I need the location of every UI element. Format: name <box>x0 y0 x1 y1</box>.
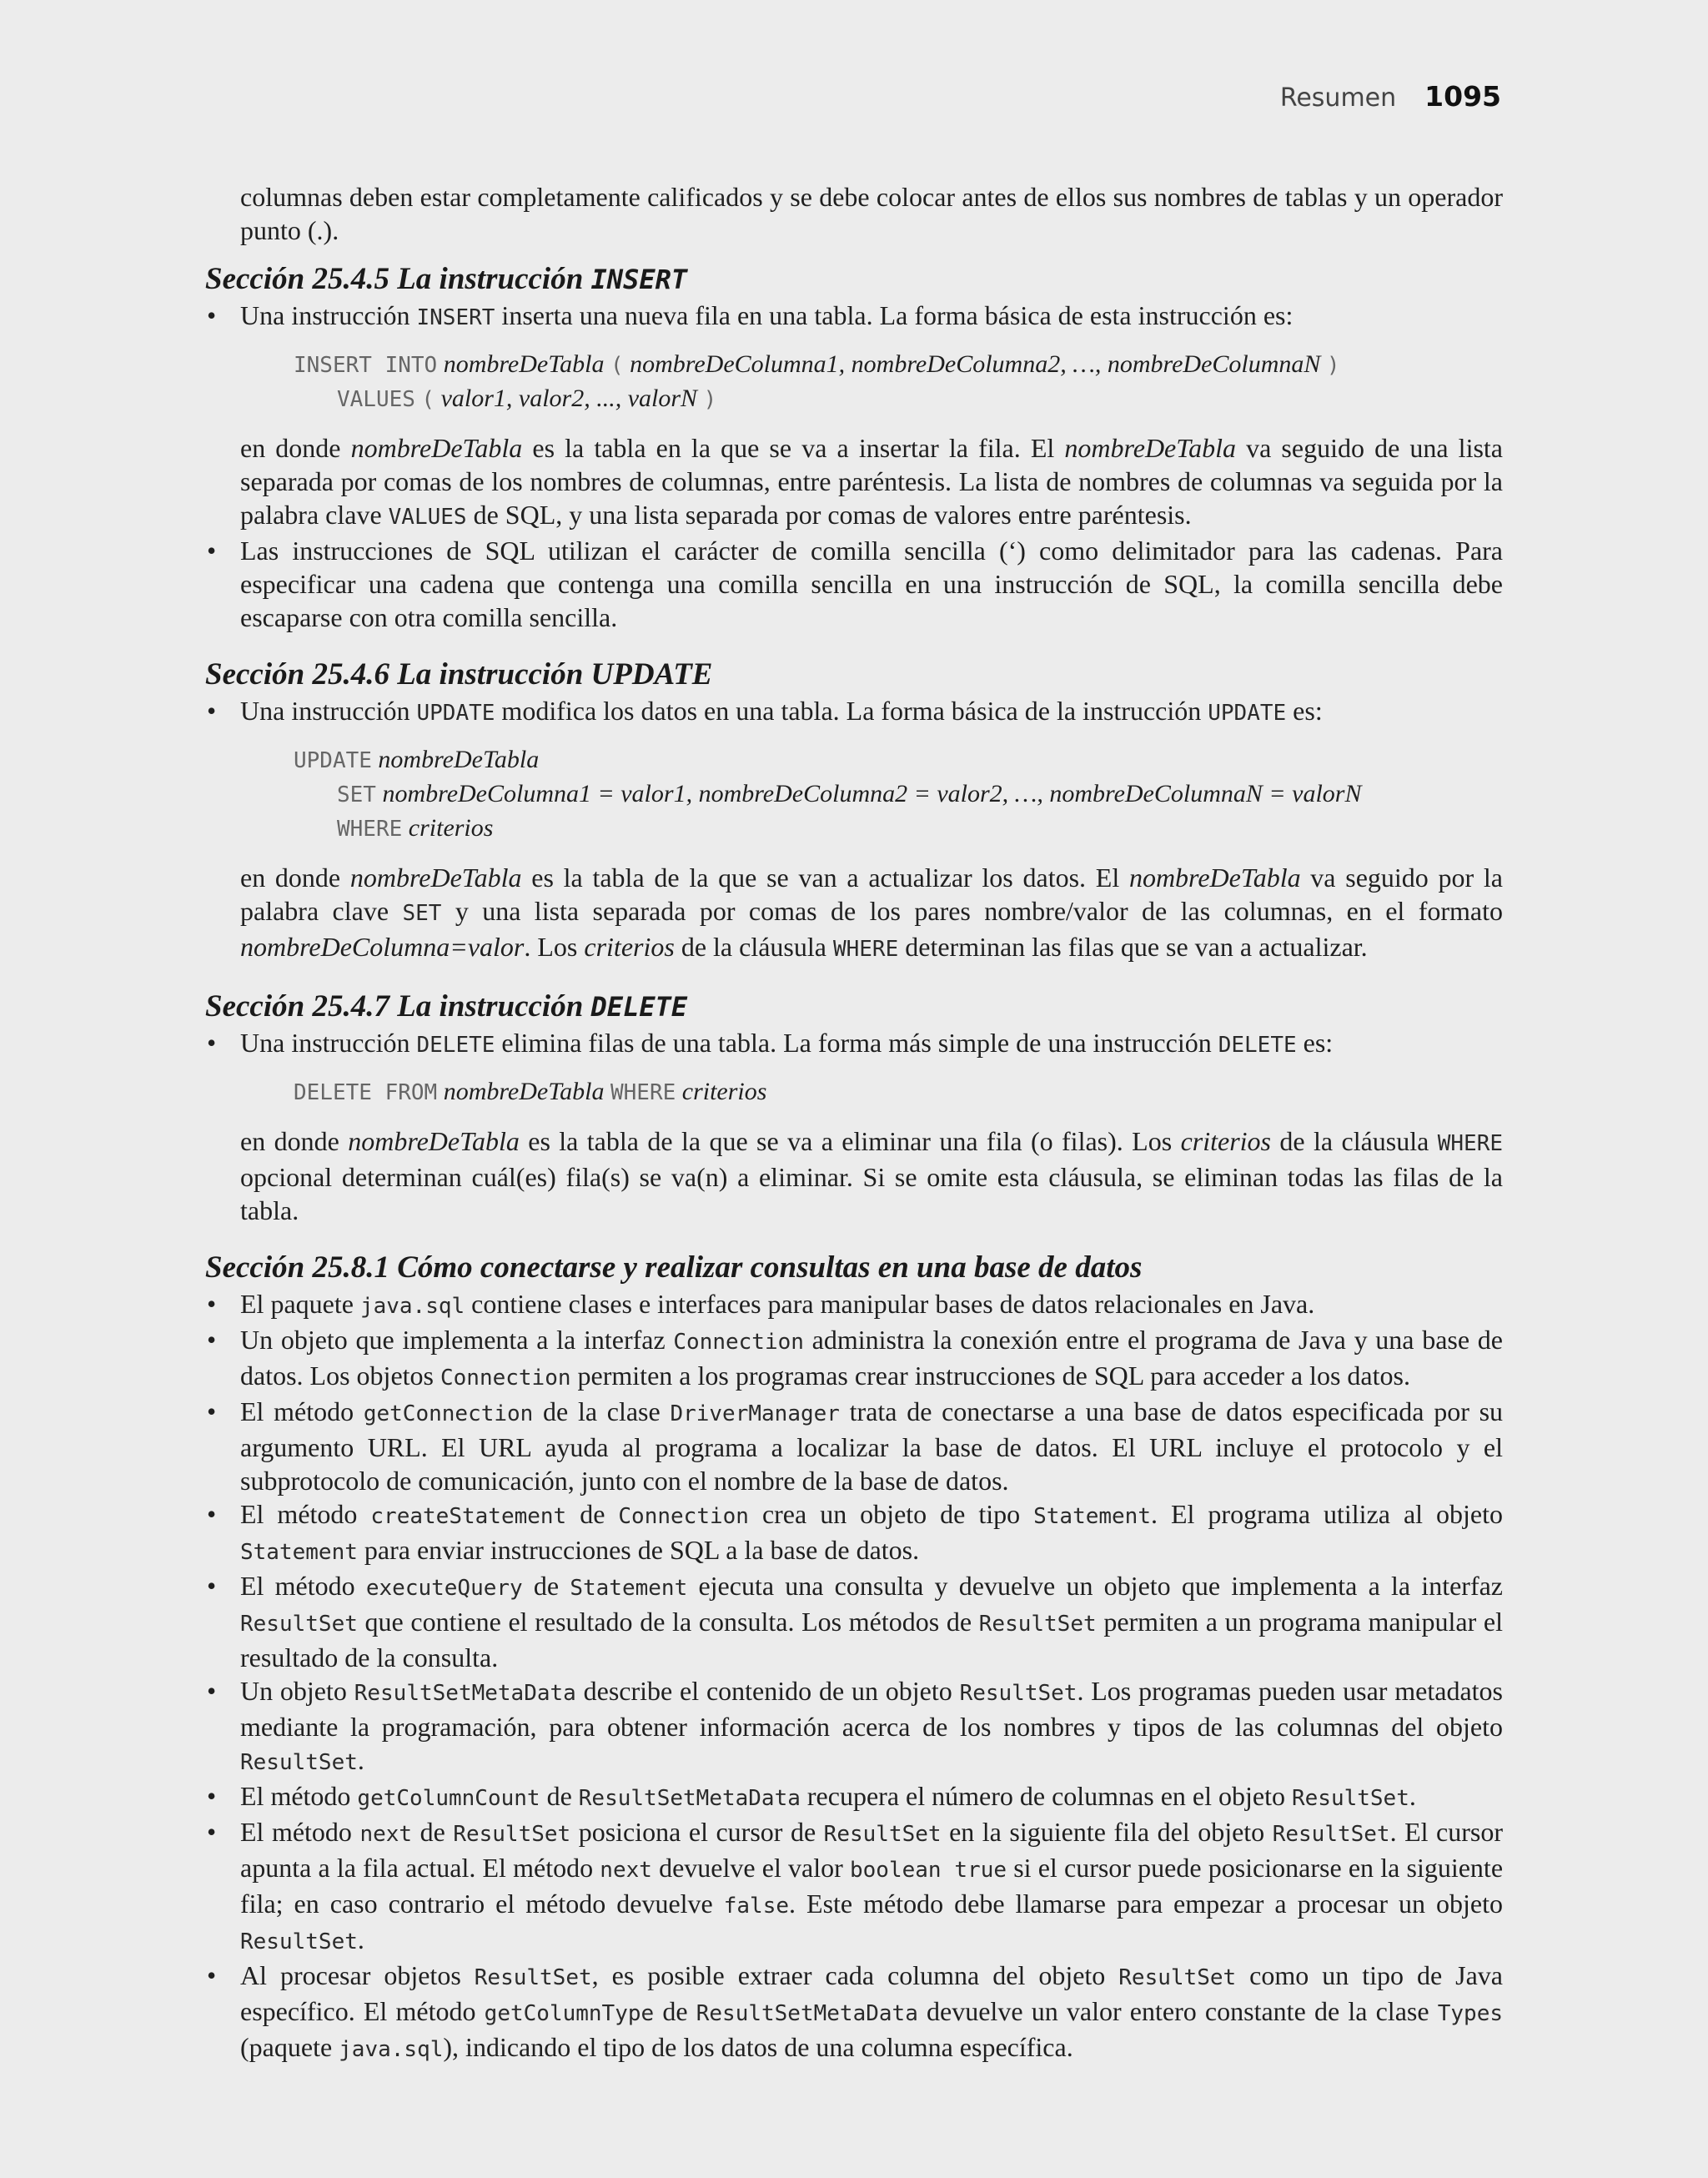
code-update: UPDATE nombreDeTabla SET nombreDeColumna1 = valor1, nombreDeColumna2 = valor2, …, nombreDeColumnaN = valorN WHERE criterios <box>294 746 1362 842</box>
list-item: • Las instrucciones de SQL utilizan el carácter de comilla sencilla (‘) como delimitador para las cadenas. Para especificar una cadena que contenga una comilla sencilla en una instrucción de SQL, la comilla sencilla debe escaparse con otra comilla sencilla. <box>205 534 1503 634</box>
header-section: Resumen <box>1279 83 1397 113</box>
list-item: • El método createStatement de Connection crea un objeto de tipo Statement. El programa utiliza al objeto Statement para enviar instrucciones de SQL a la base de datos. <box>205 1497 1503 1569</box>
update-explanation: en donde nombreDeTabla es la tabla de la que se van a actualizar los datos. El nombreDeTabla va seguido por la palabra clave SET y una lista separada por comas de los pares nombre/valor de las columnas, en el formato nombreDeColumna=valor. Los criterios de la cláusula WHERE determinan las filas que se van a actualizar. <box>240 863 1504 962</box>
list-item: • Una instrucción INSERT inserta una nueva fila en una tabla. La forma básica de esta instrucción es: <box>205 299 1503 334</box>
list-item: • Una instrucción DELETE elimina filas de una tabla. La forma más simple de una instrucción DELETE es: <box>205 1026 1503 1062</box>
code-insert: INSERT INTO nombreDeTabla ( nombreDeColumna1, nombreDeColumna2, …, nombreDeColumnaN ) VALUES ( valor1, valor2, ..., valorN ) <box>294 350 1340 412</box>
list-item: • Una instrucción UPDATE modifica los datos en una tabla. La forma básica de la instrucción UPDATE es: <box>205 694 1503 730</box>
delete-explanation: en donde nombreDeTabla es la tabla de la que se va a eliminar una fila (o filas). Los criterios de la cláusula WHERE opcional determinan cuál(es) fila(s) se va(n) a eliminar. Si se omite esta cláusula, se eliminan todas las filas de la tabla. <box>240 1126 1504 1225</box>
list-item: • El método getColumnCount de ResultSetMetaData recupera el número de columnas en el objeto ResultSet. <box>205 1779 1503 1815</box>
section-heading-connect: Sección 25.8.1 Cómo conectarse y realizar consultas en una base de datos <box>205 1250 1143 1285</box>
insert-explanation: en donde nombreDeTabla es la tabla en la que se va a insertar la fila. El nombreDeTabla va seguido de una lista separada por comas de los nombres de columnas, entre paréntesis. La lista de nombres de columnas va seguida por la palabra clave VALUES de SQL, y una lista separada por comas de valores entre paréntesis. <box>240 433 1504 530</box>
list-item: • El método next de ResultSet posiciona el cursor de ResultSet en la siguiente fila del objeto ResultSet. El cursor apunta a la fila actual. El método next devuelve el valor boolean true si el cursor puede posicionarse en la siguiente fila; en caso contrario el método devuelve false. Este método debe llamarse para empezar a procesar un objeto ResultSet. <box>205 1815 1503 1959</box>
list-item: • Al procesar objetos ResultSet, es posible extraer cada columna del objeto ResultSet como un tipo de Java específico. El método getColumnType de ResultSetMetaData devuelve un valor entero constante de la clase Types (paquete java.sql), indicando el tipo de los datos de una columna específica. <box>205 1959 1503 2066</box>
section-heading-insert: Sección 25.4.5 La instrucción INSERT <box>205 262 688 296</box>
page-number: 1095 <box>1424 80 1501 113</box>
running-header <box>1280 80 1501 113</box>
page-body <box>205 180 1503 2066</box>
list-item: • El paquete java.sql contiene clases e interfaces para manipular bases de datos relacionales en Java. <box>205 1287 1503 1323</box>
intro-paragraph: columnas deben estar completamente calificados y se debe colocar antes de ellos sus nombres de tablas y un operador punto (.). <box>240 182 1503 245</box>
section-heading-delete: Sección 25.4.7 La instrucción DELETE <box>205 989 688 1024</box>
section-heading-update: Sección 25.4.6 La instrucción UPDATE <box>205 657 713 692</box>
list-item: • Un objeto ResultSetMetaData describe el contenido de un objeto ResultSet. Los programas pueden usar metadatos mediante la programación, para obtener información acerca de los nombres y tipos de las columnas del objeto ResultSet. <box>205 1674 1503 1779</box>
list-item: • Un objeto que implementa a la interfaz Connection administra la conexión entre el programa de Java y una base de datos. Los objetos Connection permiten a los programas crear instrucciones de SQL para acceder a los datos. <box>205 1323 1503 1395</box>
list-item: • El método getConnection de la clase DriverManager trata de conectarse a una base de datos especificada por su argumento URL. El URL ayuda al programa a localizar la base de datos. El URL incluye el protocolo y el subprotocolo de comunicación, junto con el nombre de la base de datos. <box>205 1395 1503 1497</box>
list-item: • El método executeQuery de Statement ejecuta una consulta y devuelve un objeto que implementa a la interfaz ResultSet que contiene el resultado de la consulta. Los métodos de ResultSet permiten a un programa manipular el resultado de la consulta. <box>205 1569 1503 1674</box>
code-delete: DELETE FROM nombreDeTabla WHERE criterios <box>294 1078 767 1105</box>
